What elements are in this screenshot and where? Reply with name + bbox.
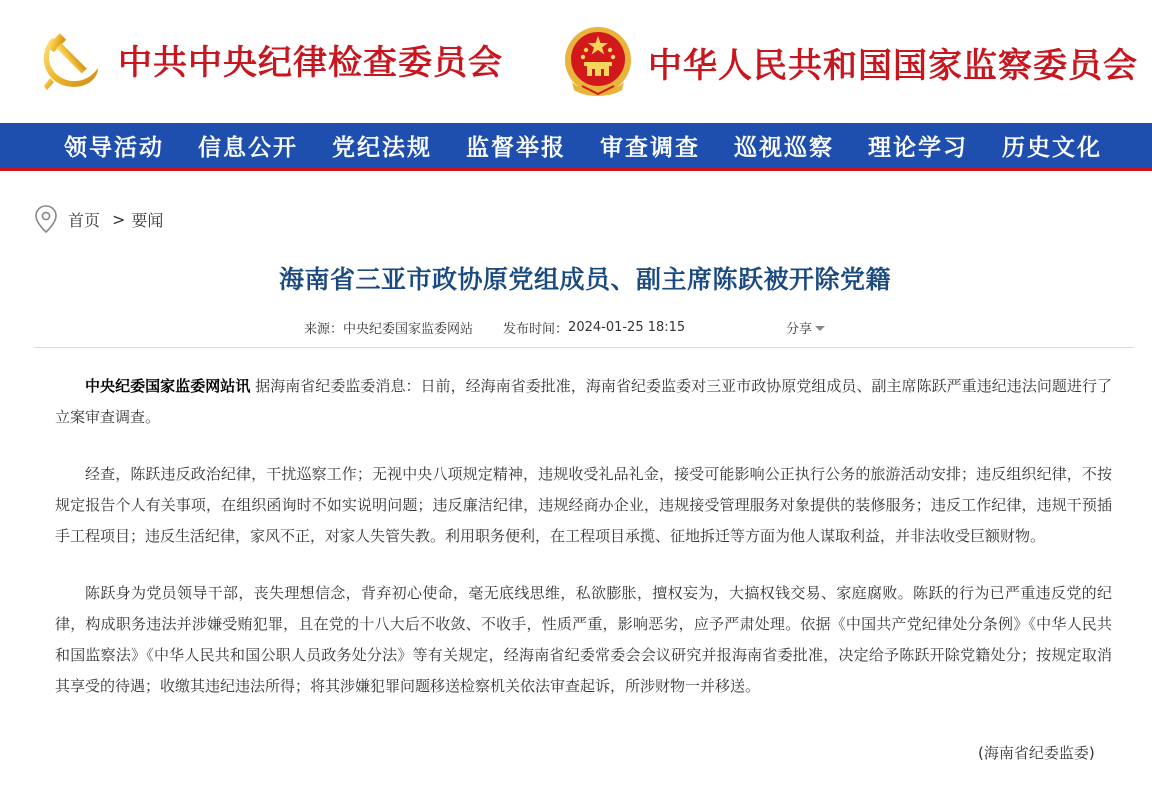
nav-item-theory-study[interactable]: 理论学习: [868, 133, 968, 161]
national-emblem-icon: [562, 24, 634, 100]
location-pin-icon: [34, 204, 58, 234]
caret-down-icon: [815, 326, 825, 331]
paragraph-1-text: 据海南省纪委监委消息：日前，经海南省委批准，海南省纪委监委对三亚市政协原党组成员、副主席陈跃严重违纪违法问题进行了立案审查调查。: [55, 377, 1112, 426]
nav-item-investigation[interactable]: 审查调查: [600, 133, 700, 161]
paragraph-2: 经查，陈跃违反政治纪律，干扰巡察工作；无视中央八项规定精神，违规收受礼品礼金，接受可能影响公正执行公务的旅游活动安排；违反组织纪律，不按规定报告个人有关事项，在组织函询时不如实说明问题；违反廉洁纪律，违规经商办企业，违规接受管理服务对象提供的装修服务；违反工作纪律，违规干预插手工程项目；违反生活纪律，家风不正，对家人失管失教。利用职务便利，在工程项目承揽、征地拆迁等方面为他人谋取利益，并非法收受巨额财物。: [55, 465, 1112, 545]
hammer-sickle-icon: [36, 24, 102, 94]
article-meta: [304, 318, 685, 337]
share-label: 分享: [786, 322, 813, 337]
breadcrumb-current-link[interactable]: 要闻: [131, 210, 164, 230]
divider: [34, 347, 1134, 348]
main-nav: [0, 123, 1152, 171]
site-header: [0, 0, 1152, 123]
breadcrumb-home-link[interactable]: 首页: [68, 210, 101, 230]
publish-label: 发布时间：: [503, 322, 569, 337]
nav-item-inspection[interactable]: 巡视巡察: [734, 133, 834, 161]
source-value: 中央纪委国家监委网站: [343, 322, 474, 337]
nav-item-leadership[interactable]: 领导活动: [64, 133, 164, 161]
logo-ccdi[interactable]: [36, 24, 503, 94]
article-body: [55, 371, 1112, 728]
publish-time: 2024-01-25 18:15: [568, 320, 686, 335]
article-title: 海南省三亚市政协原党组成员、副主席陈跃被开除党籍: [278, 265, 891, 294]
logo-nsc-text: 中华人民共和国国家监察委员会: [648, 45, 1138, 86]
nav-item-party-rules[interactable]: 党纪法规: [332, 133, 432, 161]
source-label: 来源：: [304, 322, 344, 337]
article-signature: (海南省纪委监委): [978, 744, 1095, 762]
paragraph-3: 陈跃身为党员领导干部，丧失理想信念，背弃初心使命，毫无底线思维，私欲膨胀，擅权妄为，大搞权钱交易、家庭腐败。陈跃的行为已严重违反党的纪律，构成职务违法并涉嫌受贿犯罪，且在党的十八大后不收敛、不收手，性质严重，影响恶劣，应予严肃处理。依据《中国共产党纪律处分条例》《中华人民共和国监察法》《中华人民共和国公职人员政务处分法》等有关规定，经海南省纪委常委会会议研究并报海南省委批准，决定给予陈跃开除党籍处分；按规定取消其享受的待遇；收缴其违纪违法所得；将其涉嫌犯罪问题移送检察机关依法审查起诉，所涉财物一并移送。: [55, 584, 1112, 695]
logo-nsc[interactable]: [562, 24, 1138, 100]
breadcrumb-separator: >: [112, 209, 126, 229]
lead-text: 中央纪委国家监委网站讯: [85, 377, 251, 395]
breadcrumb: [34, 204, 163, 234]
nav-item-history-culture[interactable]: 历史文化: [1002, 133, 1102, 161]
logo-ccdi-text: 中共中央纪律检查委员会: [118, 42, 503, 83]
nav-item-info-disclosure[interactable]: 信息公开: [198, 133, 298, 161]
share-button[interactable]: [786, 318, 825, 337]
nav-item-supervision-report[interactable]: 监督举报: [466, 133, 566, 161]
paragraph-1: [55, 371, 1112, 433]
